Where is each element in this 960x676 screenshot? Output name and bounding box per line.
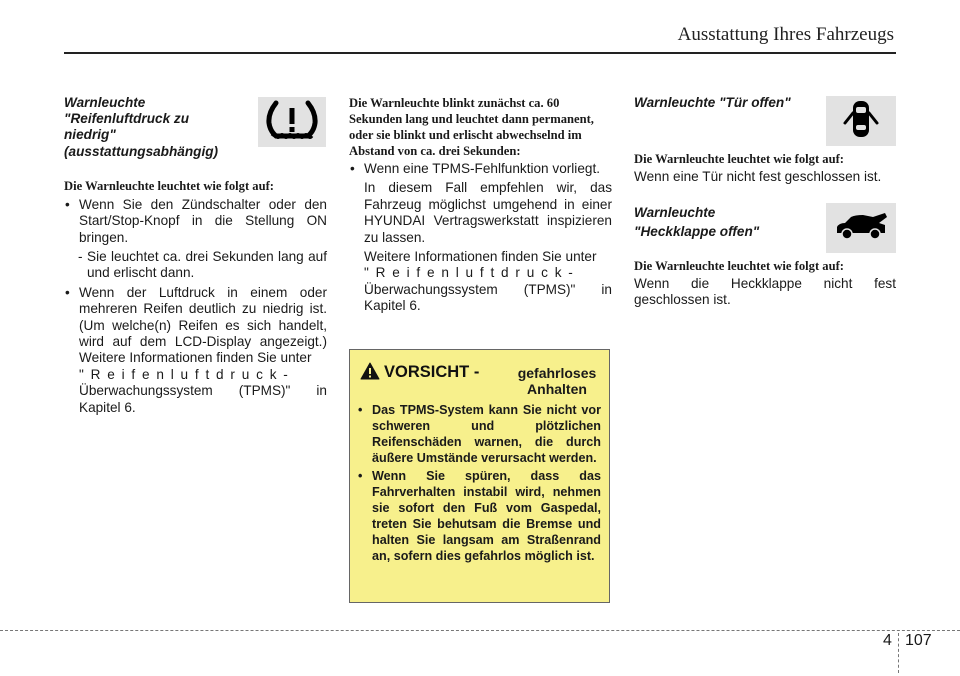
footer-divider bbox=[0, 630, 960, 631]
caution-box bbox=[349, 349, 610, 603]
page-number: 107 bbox=[905, 632, 932, 649]
column-left bbox=[64, 95, 327, 416]
chapter-number: 4 bbox=[883, 632, 892, 649]
caution-list bbox=[358, 402, 601, 564]
tpms-intro: Die Warnleuchte leuchtet wie folgt auf: bbox=[64, 178, 274, 193]
door-heading: Warnleuchte "Tür offen" bbox=[634, 95, 791, 110]
trunk-text: Wenn die Heckklappe nicht fest geschlossen ist. bbox=[634, 275, 896, 308]
column-middle bbox=[349, 95, 612, 315]
tpms-workshop-advice: In diesem Fall empfehlen wir, das Fahrzeug möglichst umgehend in einer HYUNDAI Vertragswerkstatt inspizieren zu lassen. bbox=[364, 180, 612, 245]
tpms-blink-intro: Die Warnleuchte blinkt zunächst ca. 60 Sekunden lang und leuchtet dann permanent, oder sie blinkt und erlischt abwechselnd im Abstand von ca. drei Sekunden: bbox=[349, 96, 594, 158]
door-text: Wenn eine Tür nicht fest geschlossen ist. bbox=[634, 169, 882, 185]
tpms-bullet-malfunction: • Wenn eine TPMS-Fehlfunktion vorliegt. bbox=[349, 161, 612, 177]
tpms-reference: Weitere Informationen finden Sie unter "Reifenluftdruck- Überwachungssystem (TPMS)" in Kapitel 6. bbox=[364, 249, 612, 314]
caution-header bbox=[358, 362, 601, 402]
tpms-heading: Warnleuchte "Reifenluftdruck zu niedrig" (ausstattungsabhängig) bbox=[64, 95, 219, 159]
warning-triangle-icon bbox=[360, 362, 380, 385]
tpms-dash-note: - Sie leuchtet ca. drei Sekunden lang auf und erlischt dann. bbox=[78, 249, 327, 281]
column-right bbox=[634, 95, 896, 308]
tpms-reference-spaced: "Reifenluftdruck- bbox=[364, 265, 580, 281]
door-intro: Die Warnleuchte leuchtet wie folgt auf: bbox=[634, 152, 844, 167]
page-number-divider bbox=[898, 633, 899, 673]
caution-title: VORSICHT - bbox=[384, 363, 480, 381]
tpms-bullet-ignition: • Wenn Sie den Zündschalter oder den Start/Stop-Knopf in die Stellung ON bringen. bbox=[64, 197, 327, 246]
caution-item: • Das TPMS-System kann Sie nicht vor schweren und plötzlichen Reifenschäden warnen, die durch äußere Umstände verursacht werden. bbox=[358, 402, 601, 466]
tpms-reference-spaced: "Reifenluftdruck- bbox=[79, 366, 295, 382]
dash-mark: - bbox=[78, 249, 83, 265]
header-title: Ausstattung Ihres Fahrzeugs bbox=[677, 24, 894, 45]
caution-item: • Wenn Sie spüren, dass das Fahrverhalten instabil wird, nehmen sie sofort den Fuß vom Gaspedal, treten Sie behutsam die Bremse und halten Sie langsam am Straßenrand an, sofern dies gefahrlos möglich ist. bbox=[358, 468, 601, 564]
header-divider bbox=[64, 52, 896, 54]
trunk-heading: Warnleuchte "Heckklappe offen" bbox=[634, 204, 760, 239]
trunk-intro: Die Warnleuchte leuchtet wie folgt auf: bbox=[634, 258, 844, 273]
caution-subtitle: gefahrloses Anhalten bbox=[517, 365, 597, 397]
tpms-bullet-pressure: • Wenn der Luftdruck in einem oder mehreren Reifen deutlich zu niedrig ist. (Um welche(n) Reifen es sich handelt, wird auf dem LCD-Display angezeigt.) Weitere Informationen finden Sie unter "Reifenluftdruck- Überwachungssystem (TPMS)" in Kapitel 6. bbox=[64, 285, 327, 416]
